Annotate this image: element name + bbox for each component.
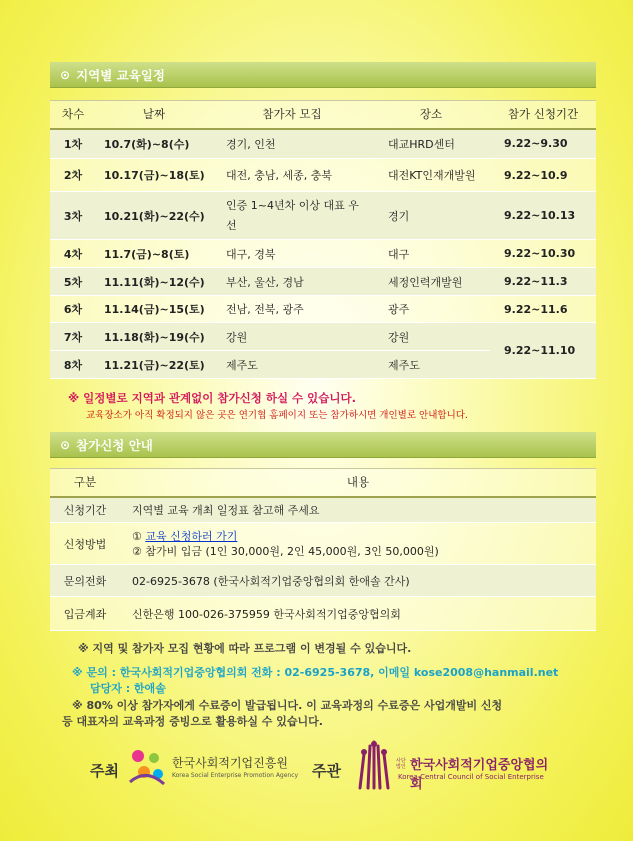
row-participants: 대구, 경북 [212, 240, 372, 268]
row-cha: 8차 [50, 351, 96, 379]
notice-red: ※ 일정별로 지역과 관계없이 참가신청 하실 수 있습니다. [68, 391, 356, 405]
row-participants: 강원 [212, 323, 372, 351]
row-place: 제주도 [372, 351, 490, 379]
row-cha: 7차 [50, 323, 96, 351]
organizer-name-en: Korea Central Council of Social Enterprise [398, 773, 544, 781]
logos-area [90, 740, 560, 800]
col-header-cha: 차수 [50, 101, 96, 129]
row-period: 9.22~10.30 [490, 240, 596, 268]
footer-note-certificate: ※ 80% 이상 참가자에게 수료증이 발급됩니다. 이 교육과정의 수료증은 사업개발비 신청 [72, 699, 503, 712]
schedule-section-header [50, 62, 596, 88]
footer-note-change: ※ 지역 및 참가자 모집 현황에 따라 프로그램 이 변경될 수 있습니다. [78, 642, 412, 655]
col-header-date: 날짜 [96, 101, 212, 129]
host-logo-icon [126, 746, 168, 788]
table-row [50, 565, 596, 597]
row-participants: 전남, 전북, 광주 [212, 296, 372, 323]
col-header-participants: 참가자 모집 [212, 101, 372, 129]
circle-dot-icon: ⊙ [60, 67, 71, 82]
table-row [50, 597, 596, 631]
footer-note-manager: 담당자 : 한애솔 [90, 682, 166, 695]
row-place: 대전KT인재개발원 [372, 159, 490, 192]
apply-section-header [50, 432, 596, 458]
organizer-logo-icon [354, 740, 394, 790]
organizer-name: 한국사회적기업중앙협의회 [410, 758, 549, 792]
table-row [50, 192, 596, 240]
row-place: 세정인력개발원 [372, 268, 490, 296]
value-account: 신한은행 100-026-375959 한국사회적기업중앙협의회 [120, 597, 596, 631]
row-cha: 3차 [50, 192, 96, 240]
method-item1-number: ① [132, 529, 142, 543]
table-row [50, 129, 596, 159]
footer-note-contact: ※ 문의 : 한국사회적기업중앙협의회 전화 : 02-6925-3678, 이메일 kose2008@hanmail.net [72, 666, 559, 679]
row-period: 9.22~11.3 [490, 268, 596, 296]
table-row [50, 497, 596, 523]
col-header-period: 참가 신청기간 [490, 101, 596, 129]
apply-section-title: 참가신청 안내 [76, 437, 153, 453]
row-date: 11.7(금)~8(토) [96, 240, 212, 268]
row-cha: 1차 [50, 129, 96, 159]
row-date: 11.14(금)~15(토) [96, 296, 212, 323]
apply-info-table [50, 468, 596, 631]
row-place: 경기 [372, 192, 490, 240]
row-place: 강원 [372, 323, 490, 351]
host-name: 한국사회적기업진흥원 [172, 756, 288, 770]
row-date: 11.11(화)~12(수) [96, 268, 212, 296]
row-cha: 2차 [50, 159, 96, 192]
method-item2: ② 참가비 입금 (1인 30,000원, 2인 45,000원, 3인 50,000원) [132, 544, 439, 558]
row-cha: 4차 [50, 240, 96, 268]
organizer-prefix: 사단법인 [396, 758, 406, 770]
col-header-place: 장소 [372, 101, 490, 129]
notice-small: 교육장소가 아직 확정되지 않은 곳은 연기협 홈페이지 또는 참가하시면 개인별로 안내합니다. [86, 410, 468, 421]
apply-link[interactable]: 교육 신청하러 가기 [145, 529, 238, 543]
row-date: 11.18(화)~19(수) [96, 323, 212, 351]
footer-note-certificate-2: 등 대표자의 교육과정 증빙으로 활용하실 수 있습니다. [62, 715, 323, 728]
col-header-content: 내용 [120, 469, 596, 497]
schedule-section-title: 지역별 교육일정 [76, 67, 165, 83]
row-date: 10.17(금)~18(토) [96, 159, 212, 192]
row-date: 10.21(화)~22(수) [96, 192, 212, 240]
col-header-category: 구분 [50, 469, 120, 497]
row-period: 9.22~10.9 [490, 159, 596, 192]
organizer-label: 주관 [312, 762, 341, 780]
row-period: 9.22~11.6 [490, 296, 596, 323]
row-participants: 제주도 [212, 351, 372, 379]
row-participants: 부산, 울산, 경남 [212, 268, 372, 296]
row-date: 11.21(금)~22(토) [96, 351, 212, 379]
table-row [50, 296, 596, 323]
table-row [50, 323, 596, 351]
label-method: 신청방법 [50, 523, 120, 565]
row-place: 대교HRD센터 [372, 129, 490, 159]
row-participants: 인증 1~4년차 이상 대표 우선 [212, 192, 372, 240]
row-participants: 경기, 인천 [212, 129, 372, 159]
label-account: 입금계좌 [50, 597, 120, 631]
row-place: 대구 [372, 240, 490, 268]
row-cha: 5차 [50, 268, 96, 296]
row-date: 10.7(화)~8(수) [96, 129, 212, 159]
row-period: 9.22~10.13 [490, 192, 596, 240]
label-phone: 문의전화 [50, 565, 120, 597]
schedule-table [50, 100, 596, 379]
label-period: 신청기간 [50, 497, 120, 523]
row-period: 9.22~11.10 [490, 323, 596, 379]
row-participants: 대전, 충남, 세종, 충북 [212, 159, 372, 192]
host-label: 주최 [90, 762, 119, 780]
row-period: 9.22~9.30 [490, 129, 596, 159]
table-row [50, 240, 596, 268]
value-method [120, 523, 596, 565]
value-period: 지역별 교육 개최 일정표 참고해 주세요 [120, 497, 596, 523]
table-row [50, 268, 596, 296]
table-row [50, 159, 596, 192]
host-name-en: Korea Social Enterprise Promotion Agency [172, 772, 299, 779]
row-place: 광주 [372, 296, 490, 323]
circle-dot-icon: ⊙ [60, 437, 71, 452]
row-cha: 6차 [50, 296, 96, 323]
table-row [50, 523, 596, 565]
value-phone: 02-6925-3678 (한국사회적기업중앙협의회 한애솔 간사) [120, 565, 596, 597]
